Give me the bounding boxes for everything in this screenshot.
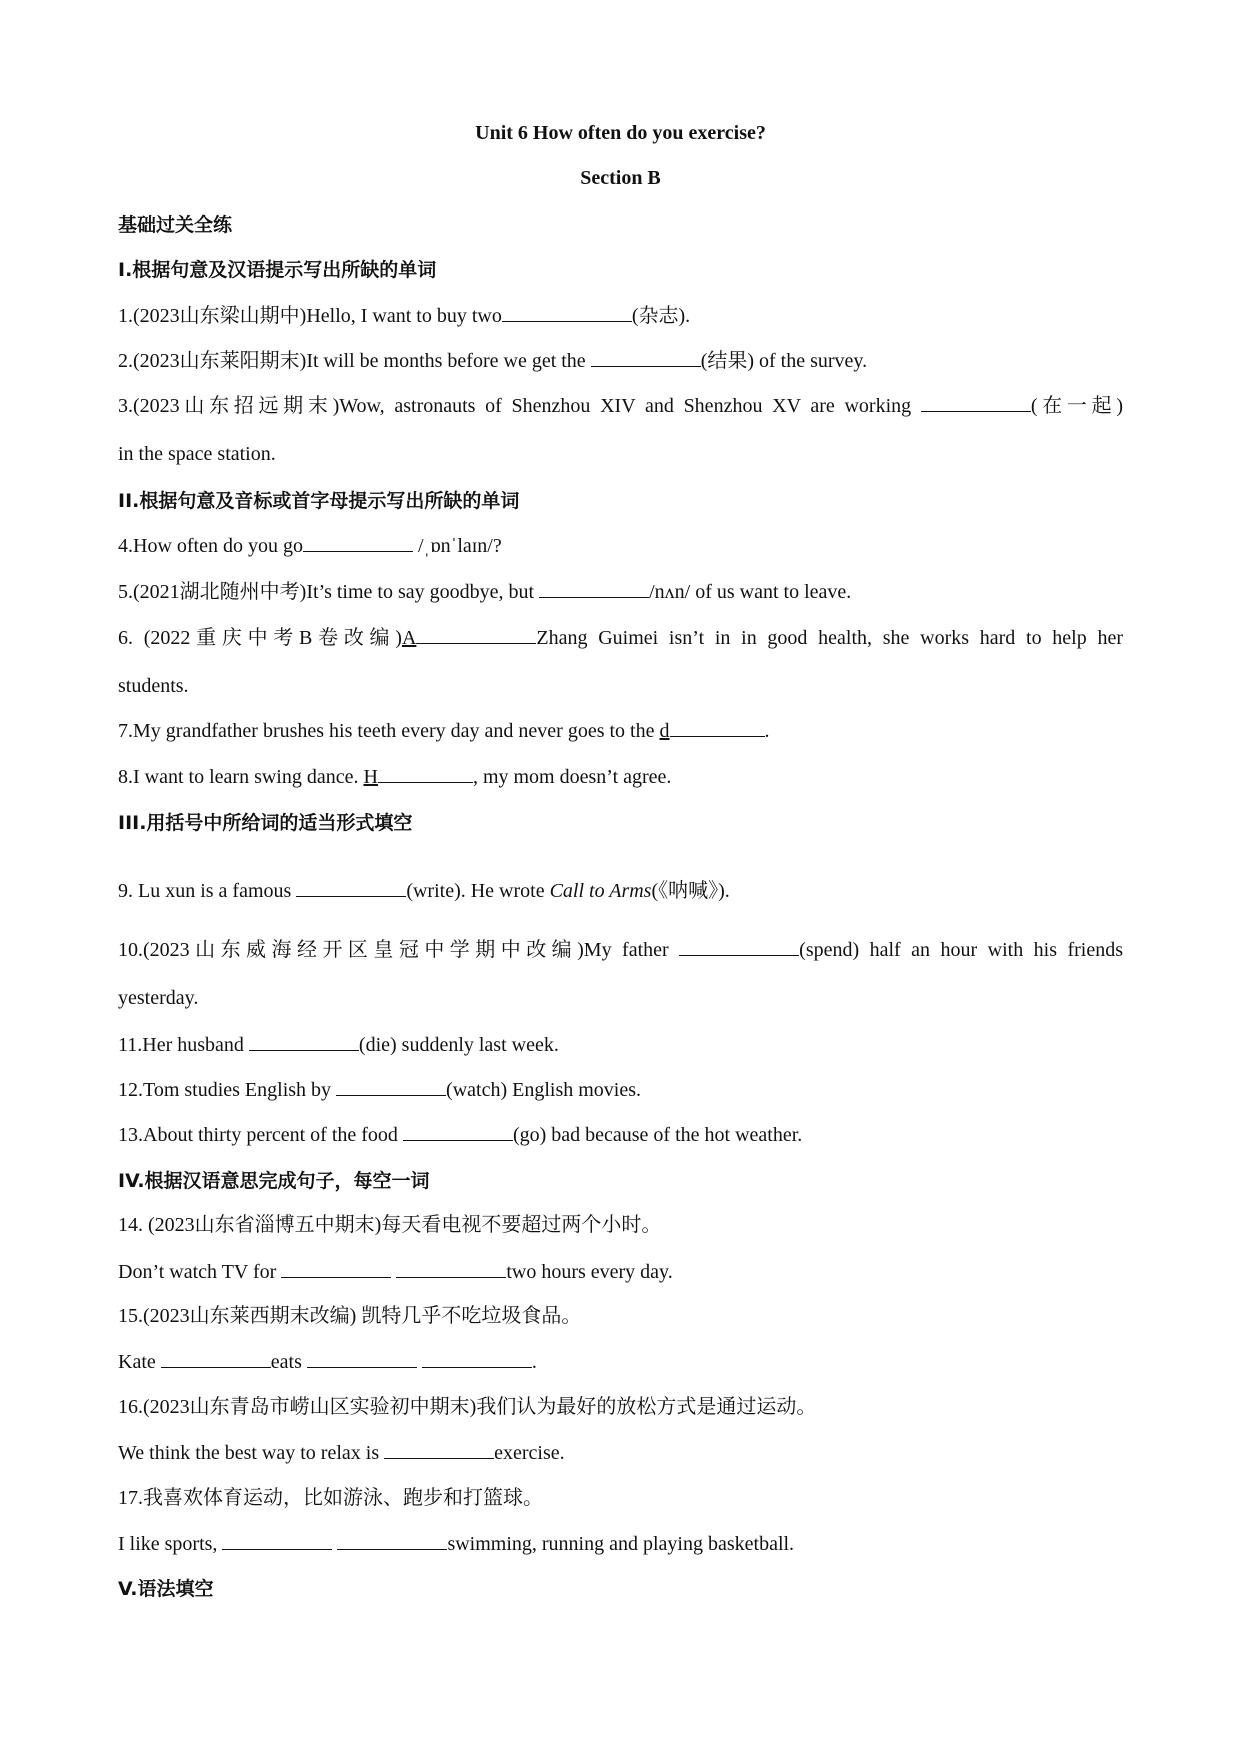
question-16-prompt: 16.(2023山东青岛市崂山区实验初中期末)我们认为最好的放松方式是通过运动。: [118, 1396, 817, 1418]
question-5: 5.(2021湖北随州中考)It’s time to say goodbye, but /nʌn/ of us want to leave.: [118, 581, 852, 603]
question-4: 4.How often do you go /ˌɒnˈlaɪn/?: [118, 535, 502, 557]
question-14-prompt: 14. (2023山东省淄博五中期末)每天看电视不要超过两个小时。: [118, 1214, 662, 1236]
section-2-heading: II.根据句意及音标或首字母提示写出所缺的单词: [118, 490, 520, 512]
question-6-continued: students.: [118, 675, 189, 697]
answer-blank[interactable]: [249, 1032, 359, 1051]
question-12: 12.Tom studies English by (watch) English movies.: [118, 1079, 642, 1101]
answer-blank[interactable]: [539, 579, 649, 598]
question-16: We think the best way to relax is exercise.: [118, 1442, 565, 1464]
question-11: 11.Her husband (die) suddenly last week.: [118, 1034, 559, 1056]
answer-blank[interactable]: [336, 1077, 446, 1096]
answer-blank[interactable]: [502, 303, 632, 322]
question-1: 1.(2023山东梁山期中)Hello, I want to buy two (杂志).: [118, 305, 691, 327]
question-14: Don’t watch TV for two hours every day.: [118, 1261, 673, 1283]
question-10-continued: yesterday.: [118, 987, 199, 1009]
first-letter-hint: H: [363, 766, 378, 788]
first-letter-hint: A: [401, 627, 417, 649]
question-13: 13.About thirty percent of the food (go) bad because of the hot weather.: [118, 1124, 803, 1146]
question-3: 3.(2023山东招远期末)Wow, astronauts of Shenzhou XIV and Shenzhou XV are working (在一起): [118, 395, 1123, 417]
question-7: 7.My grandfather brushes his teeth every day and never goes to the d .: [118, 720, 770, 742]
answer-blank[interactable]: [403, 1122, 513, 1141]
answer-blank[interactable]: [921, 393, 1031, 412]
category-heading: 基础过关全练: [118, 214, 233, 236]
question-8: 8.I want to learn swing dance. H , my mom doesn’t agree.: [118, 766, 672, 788]
answer-blank[interactable]: [679, 937, 799, 956]
first-letter-hint: d: [659, 720, 670, 742]
question-17: I like sports, swimming, running and playing basketball.: [118, 1533, 795, 1555]
answer-blank[interactable]: [161, 1349, 271, 1368]
question-3-continued: in the space station.: [118, 443, 276, 465]
question-15: Kate eats .: [118, 1351, 537, 1373]
answer-blank[interactable]: [591, 348, 701, 367]
section-title: Section B: [580, 167, 661, 189]
question-6: 6. (2022重庆中考B卷改编)A Zhang Guimei isn’t in in good health, she works hard to help her: [118, 627, 1123, 649]
answer-blank[interactable]: [307, 1349, 417, 1368]
section-3-heading: III.用括号中所给词的适当形式填空: [118, 812, 413, 834]
question-17-prompt: 17.我喜欢体育运动，比如游泳、跑步和打篮球。: [118, 1487, 543, 1509]
unit-title: Unit 6 How often do you exercise?: [475, 122, 766, 144]
section-5-heading: V.语法填空: [118, 1578, 214, 1600]
answer-blank[interactable]: [303, 533, 413, 552]
section-1-heading: I.根据句意及汉语提示写出所缺的单词: [118, 259, 437, 281]
answer-blank[interactable]: [422, 1349, 532, 1368]
answer-blank[interactable]: [281, 1259, 391, 1278]
answer-blank[interactable]: [222, 1531, 332, 1550]
book-title: Call to Arms: [549, 880, 652, 902]
question-9: 9. Lu xun is a famous (write). He wrote Call to Arms(《呐喊》).: [118, 880, 730, 902]
section-4-heading: IV.根据汉语意思完成句子，每空一词: [118, 1170, 430, 1192]
question-2: 2.(2023山东莱阳期末)It will be months before we get the (结果) of the survey.: [118, 350, 868, 372]
question-15-prompt: 15.(2023山东莱西期末改编) 凯特几乎不吃垃圾食品。: [118, 1305, 582, 1327]
answer-blank[interactable]: [416, 625, 536, 644]
answer-blank[interactable]: [384, 1440, 494, 1459]
answer-blank[interactable]: [670, 718, 765, 737]
answer-blank[interactable]: [396, 1259, 506, 1278]
answer-blank[interactable]: [337, 1531, 447, 1550]
answer-blank[interactable]: [296, 878, 406, 897]
question-10: 10.(2023山东威海经开区皇冠中学期中改编)My father (spend) half an hour with his friends: [118, 939, 1124, 961]
answer-blank[interactable]: [378, 764, 473, 783]
